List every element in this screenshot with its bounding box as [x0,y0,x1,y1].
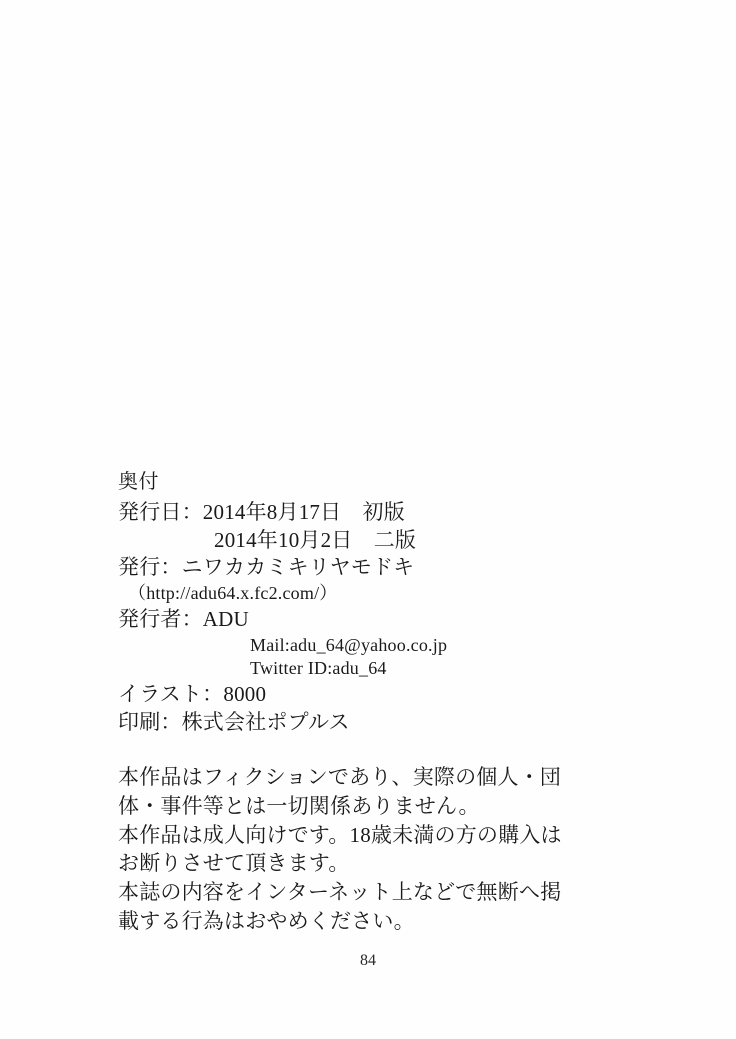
notice-line: 本作品は成人向けです。18歳未満の方の購入は [118,822,562,847]
notice-line: 載する行為はおやめください。 [118,909,415,934]
colophon-twitter-line: Twitter ID:adu_64 [250,658,387,679]
notice-line: 本作品はフィクションであり、実際の個人・団 [118,764,562,789]
colophon-mail-line: Mail:adu_64@yahoo.co.jp [250,634,448,655]
notice-line: 本誌の内容をインターネット上などで無断へ掲 [118,880,562,905]
colophon-line: 印刷：株式会社ポプルス [118,709,350,734]
colophon-website-line: （http://adu64.x.fc2.com/） [128,583,338,604]
colophon-line: 発行者：ADU [118,606,249,631]
colophon-line: 発行日：2014年8月17日 初版 [118,500,405,524]
colophon-line: イラスト：8000 [118,682,267,707]
colophon-line: 2014年10月2日 二版 [214,527,417,552]
notice-line: お断りさせて頂きます。 [118,851,350,876]
notice-line: 体・事件等とは一切関係ありません。 [118,793,480,818]
legal-notice-block [118,763,638,937]
colophon-heading: 奥付 [118,471,159,493]
page-number: 84 [360,952,376,969]
colophon-line: 発行：ニワカカミキリヤモドキ [118,555,415,580]
colophon-block [118,470,638,936]
spacer [118,737,638,763]
